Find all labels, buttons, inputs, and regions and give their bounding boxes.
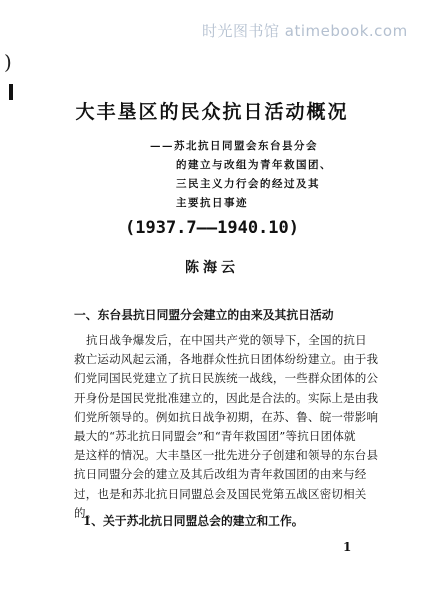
section-heading: 一、东台县抗日同盟分会建立的由来及其抗日活动: [74, 308, 334, 322]
date-range: (1937.7——1940.10): [125, 218, 299, 238]
author-name: 陈海云: [185, 260, 239, 276]
body-line: 最大的“苏北抗日同盟会”和“青年救国团”等抗日团体就: [74, 429, 356, 444]
body-line: 们党同国民党建立了抗日民族统一战线，一些群众团体的公: [74, 371, 379, 386]
body-line: 开身份是国民党批准建立的，因此是合法的。实际上是由我: [74, 390, 379, 405]
watermark: 时光图书馆 atimebook.com: [202, 22, 408, 40]
body-line: 过，也是和苏北抗日同盟总会及国民党第五战区密切相关: [74, 486, 367, 501]
sub-heading: 1、关于苏北抗日同盟总会的建立和工作。: [83, 514, 304, 528]
subtitle: [150, 137, 332, 213]
body-line: 的。: [74, 505, 98, 520]
body-paragraph: [74, 331, 379, 523]
body-line: 救亡运动风起云涌，各地群众性抗日团体纷纷建立。由于我: [74, 352, 379, 367]
body-line: 们党所领导的。例如抗日战争初期，在苏、鲁、皖一带影响: [74, 409, 379, 424]
subtitle-line: ——苏北抗日同盟会东台县分会: [150, 140, 318, 152]
subtitle-line: 主要抗日事迹: [176, 197, 248, 209]
body-line: 抗日战争爆发后，在中国共产党的领导下，全国的抗日: [86, 333, 367, 347]
page-title: 大丰垦区的民众抗日活动概况: [75, 101, 349, 123]
subtitle-line: 的建立与改组为青年救国团、: [176, 159, 332, 171]
margin-paren-mark: ): [4, 50, 12, 74]
body-line: 是这样的情况。大丰垦区一批先进分子创建和领导的东台县: [74, 448, 379, 463]
body-line: 抗日同盟分会的建立及其后改组为青年救国团的由来与经: [74, 467, 367, 482]
page-number: 1: [343, 540, 352, 554]
subtitle-line: 三民主义力行会的经过及其: [176, 178, 320, 190]
